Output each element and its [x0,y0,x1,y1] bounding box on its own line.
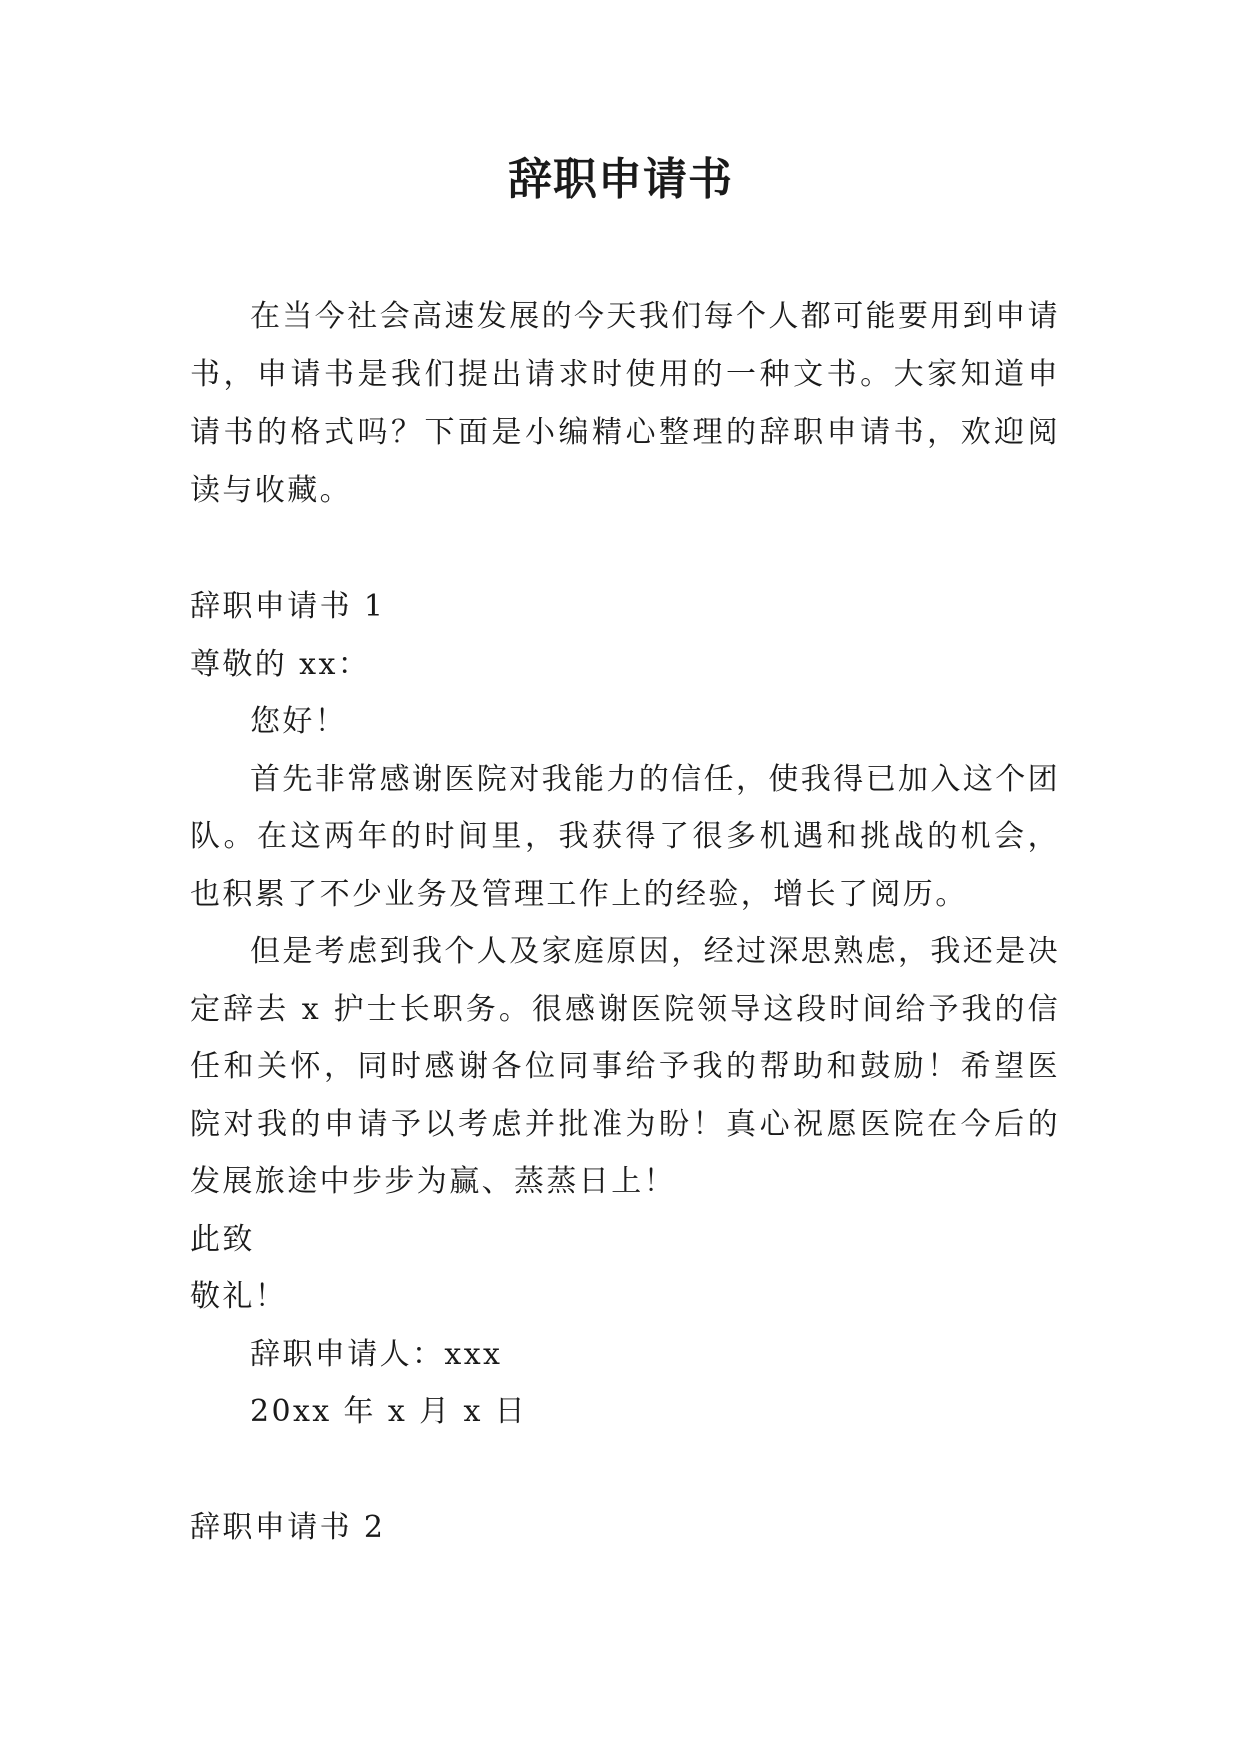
intro-paragraph: 在当今社会高速发展的今天我们每个人都可能要用到申请书，申请书是我们提出请求时使用的一种文书。大家知道申请书的格式吗？下面是小编精心整理的辞职申请书，欢迎阅读与收藏。 [190,299,1060,508]
letter-2 [190,1499,1060,1557]
greeting: 您好！ [250,704,348,739]
document-body [190,288,1060,1556]
letter-1 [190,578,1060,1441]
letter-2-heading: 辞职申请书 2 [190,1509,386,1545]
closing-cizhi: 此致 [190,1221,255,1257]
body-paragraph-1: 首先非常感谢医院对我能力的信任，使我得已加入这个团队。在这两年的时间里，我获得了很多机遇和挑战的机会，也积累了不少业务及管理工作上的经验，增长了阅历。 [190,761,1060,912]
signature-line: 辞职申请人：xxx [250,1336,503,1372]
section-gap [190,1441,1060,1499]
letter-1-heading: 辞职申请书 1 [190,589,386,624]
document-title: 辞职申请书 [508,154,733,205]
date-line: 20xx 年 x 月 x 日 [250,1394,528,1429]
body-paragraph-2: 但是考虑到我个人及家庭原因，经过深思熟虑，我还是决定辞去 x 护士长职务。很感谢医院领导这段时间给予我的信任和关怀，同时感谢各位同事给予我的帮助和鼓励！希望医院对我的申请予以考虑并批准为盼！真心祝愿医院在今后的发展旅途中步步为赢、蒸蒸日上！ [190,934,1060,1199]
closing-jingli: 敬礼！ [190,1279,288,1314]
salutation: 尊敬的 xx： [190,646,371,682]
